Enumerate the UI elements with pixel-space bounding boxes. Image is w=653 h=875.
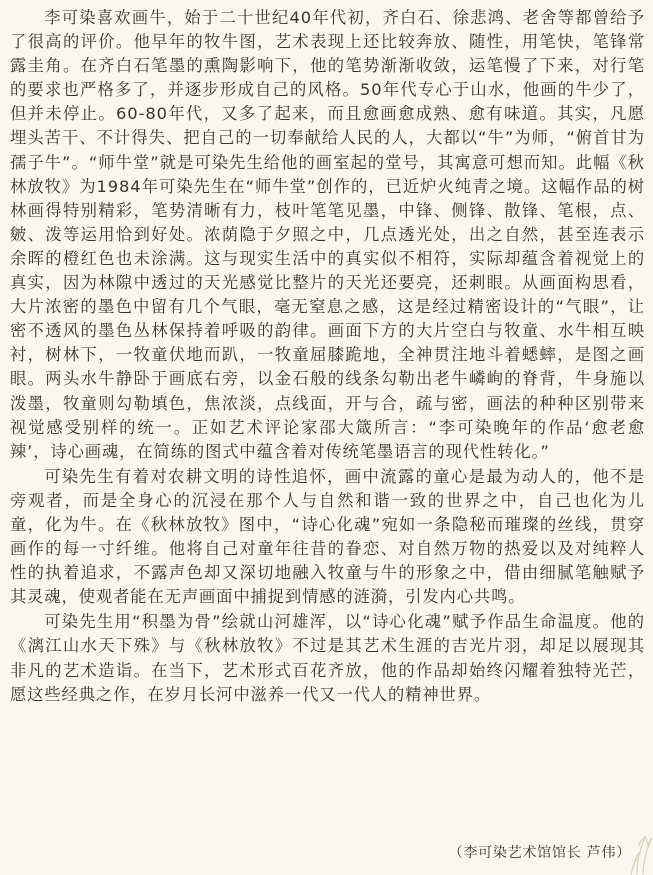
- article-paragraph-2: 可染先生有着对农耕文明的诗性追怀，画中流露的童心是最为动人的，他不是旁观者，而是全身心的沉浸在那个人与自然和谐一致的世界之中，自己也化为儿童，化为牛。在《秋林放牧》图中，“诗心化魂”宛如一条隐秘而璀璨的丝线，贯穿画作的每一寸纤维。他将自己对童年往昔的眷恋、对自然万物的热爱以及对纯粹人性的执着追求，不露声色却又深切地融入牧童与牛的形象之中，借由细腻笔触赋予其灵魂，使观者能在无声画面中捕捉到情感的涟漪，引发内心共鸣。: [10, 466, 645, 607]
- article-paragraph-3: 可染先生用“积墨为骨”绘就山河雄浑，以“诗心化魂”赋予作品生命温度。他的《漓江山水天下殊》与《秋林放牧》不过是其艺术生涯的吉光片羽，却足以展现其非凡的艺术造诣。在当下，艺术形式百花齐放，他的作品却始终闪耀着独特光芒，愿这些经典之作，在岁月长河中滋养一代又一代人的精神世界。: [10, 612, 645, 704]
- author-signature: （李可染艺术馆馆长 芦伟）: [448, 845, 631, 861]
- article-paragraph-1: 李可染喜欢画牛，始于二十世纪40年代初，齐白石、徐悲鸿、老舍等都曾给予了很高的评价。他早年的牧牛图，艺术表现上还比较奔放、随性，用笔快，笔锋常露圭角。在齐白石笔墨的熏陶影响下，他的笔势渐渐收敛，运笔慢了下来，对行笔的要求也严格多了，并逐步形成自己的风格。50年代专心于山水，他画的牛少了，但并未停止。60-80年代，又多了起来，而且愈画愈成熟、愈有味道。其实，凡愿埋头苦干、不计得失、把自己的一切奉献给人民的人，大都以“牛”为师，“俯首甘为孺子牛”。“师牛堂”就是可染先生给他的画室起的堂号，其寓意可想而知。此幅《秋林放牧》为1984年可染先生在“师牛堂”创作的，已近炉火纯青之境。这幅作品的树林画得特别精彩，笔势清晰有力，枝叶笔笔见墨，中锋、侧锋、散锋、笔根，点、皴、泼等运用恰到好处。浓荫隐于夕照之中，几点透光处，出之自然，甚至连表示余晖的橙红色也未涂满。这与现实生活中的真实似不相符，实际却蕴含着视觉上的真实，因为林隙中透过的天光感觉比整片的天光还要亮，还刺眼。从画面构思看，大片浓密的墨色中留有几个气眼，毫无窒息之感，这是经过精密设计的“气眼”，让密不透风的墨色丛林保持着呼吸的韵律。画面下方的大片空白与牧童、水牛相互映衬，树林下，一牧童伏地而趴，一牧童屈膝跪地，全神贯注地斗着蟋蟀，是图之画眼。两头水牛静卧于画底右旁，以金石般的线条勾勒出老牛嶙峋的脊背，牛身施以泼墨，牧童则勾勒填色，焦浓淡，点线面，开与合，疏与密，画法的种种区别带来视觉感受别样的统一。正如艺术评论家邵大箴所言：“李可染晚年的作品‘愈老愈辣’，诗心画魂，在简练的图式中蕴含着对传统笔墨语言的现代性转化。”: [10, 8, 645, 461]
- article-body: [10, 6, 645, 708]
